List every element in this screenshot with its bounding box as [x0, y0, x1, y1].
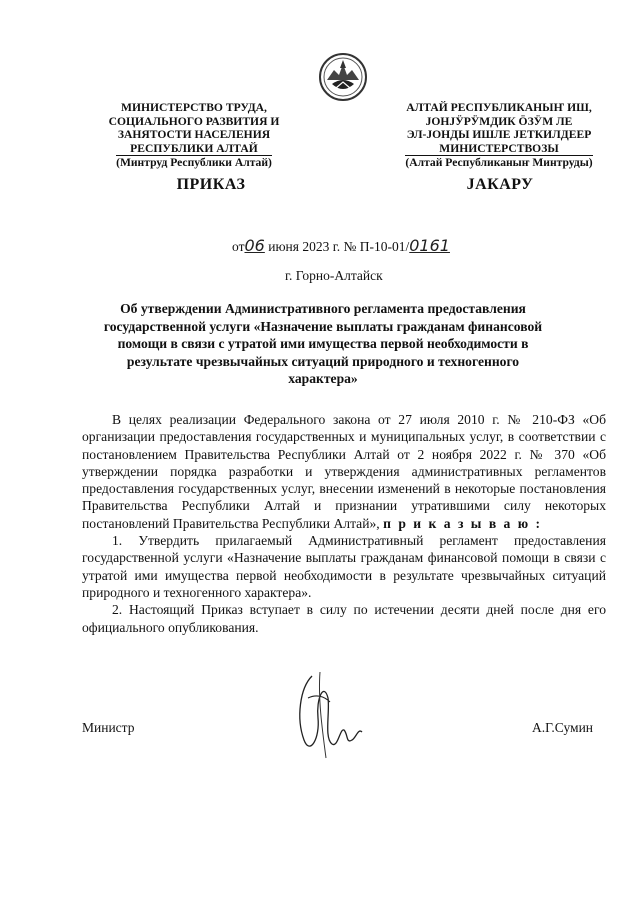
handwritten-signature: [290, 668, 370, 764]
preamble-text: В целях реализации Федерального закона от 27 июля 2010 г. № 210-ФЗ «Об организации предоставления государственных и муниципальных услуг, в соответствии с постановлением Правительства Республики Алтай от 2 ноября 2022 г. № 370 «Об утверждении порядка разработки и утверждения административных регламентов предоставления государственных услуг, внесении изменений в некоторые постановления Правительства Республики Алтай и признании утратившими силу некоторых постановлений Правительства Республики Алтай»,: [82, 412, 606, 531]
order-title-altai: ЈАКАРУ: [466, 176, 534, 193]
signatory-title: Министр: [82, 720, 135, 735]
document-body: [82, 411, 606, 636]
order-title-russian: ПРИКАЗ: [176, 176, 246, 193]
ministry-header-altai: [388, 101, 610, 170]
body-paragraph: [82, 411, 606, 532]
order-subject-title: Об утверждении Административного регламента предоставления государственной услуги «Назначение выплаты гражданам финансовой помощи в связи с утратой ими имущества первой необходимости в результате чрезвычайных ситуаций природного и техногенного характера»: [103, 301, 543, 386]
coat-of-arms-emblem: [318, 50, 368, 104]
header-line: МИНИСТЕРСТВОЗЫ: [439, 141, 559, 155]
handwritten-number: 0161: [409, 236, 450, 255]
header-line: ЈОНЈӰРӰМДИК ӦЗӰМ ЛЕ: [425, 114, 573, 128]
order-verb: п р и к а з ы в а ю :: [383, 515, 543, 531]
header-line: РЕСПУБЛИКИ АЛТАЙ: [130, 141, 258, 155]
header-short-name: (Алтай Республиканыҥ Минтруды): [405, 156, 593, 170]
signatory-name: А.Г.Сумин: [532, 720, 594, 735]
city-line: г. Горно-Алтайск: [285, 268, 383, 283]
header-short-name: (Минтруд Республики Алтай): [116, 156, 272, 170]
header-line: ЭЛ-ЈОНДЫ ИШЛЕ ЈЕТКИЛДЕЕР: [406, 128, 592, 142]
ministry-header-russian: [82, 101, 306, 170]
body-paragraph: 2. Настоящий Приказ вступает в силу по истечении десяти дней после дня его официального опубликования.: [82, 602, 606, 635]
date-prefix: от: [232, 239, 245, 254]
date-middle: июня 2023 г. № П-10-01/: [264, 239, 410, 254]
header-line: МИНИСТЕРСТВО ТРУДА,: [121, 101, 267, 114]
header-line: АЛТАЙ РЕСПУБЛИКАНЫҤ ИШ,: [406, 101, 592, 114]
header-line: СОЦИАЛЬНОГО РАЗВИТИЯ И: [108, 114, 280, 128]
handwritten-day: 06: [244, 236, 265, 255]
header-line: ЗАНЯТОСТИ НАСЕЛЕНИЯ: [117, 128, 271, 142]
body-paragraph: 1. Утвердить прилагаемый Административный регламент предоставления государственной услуги «Назначение выплаты гражданам финансовой помощи в связи с утратой ими имущества первой необходимости в результате чрезвычайных ситуаций природного и техногенного характера».: [82, 533, 606, 600]
order-date-number: [232, 236, 450, 255]
